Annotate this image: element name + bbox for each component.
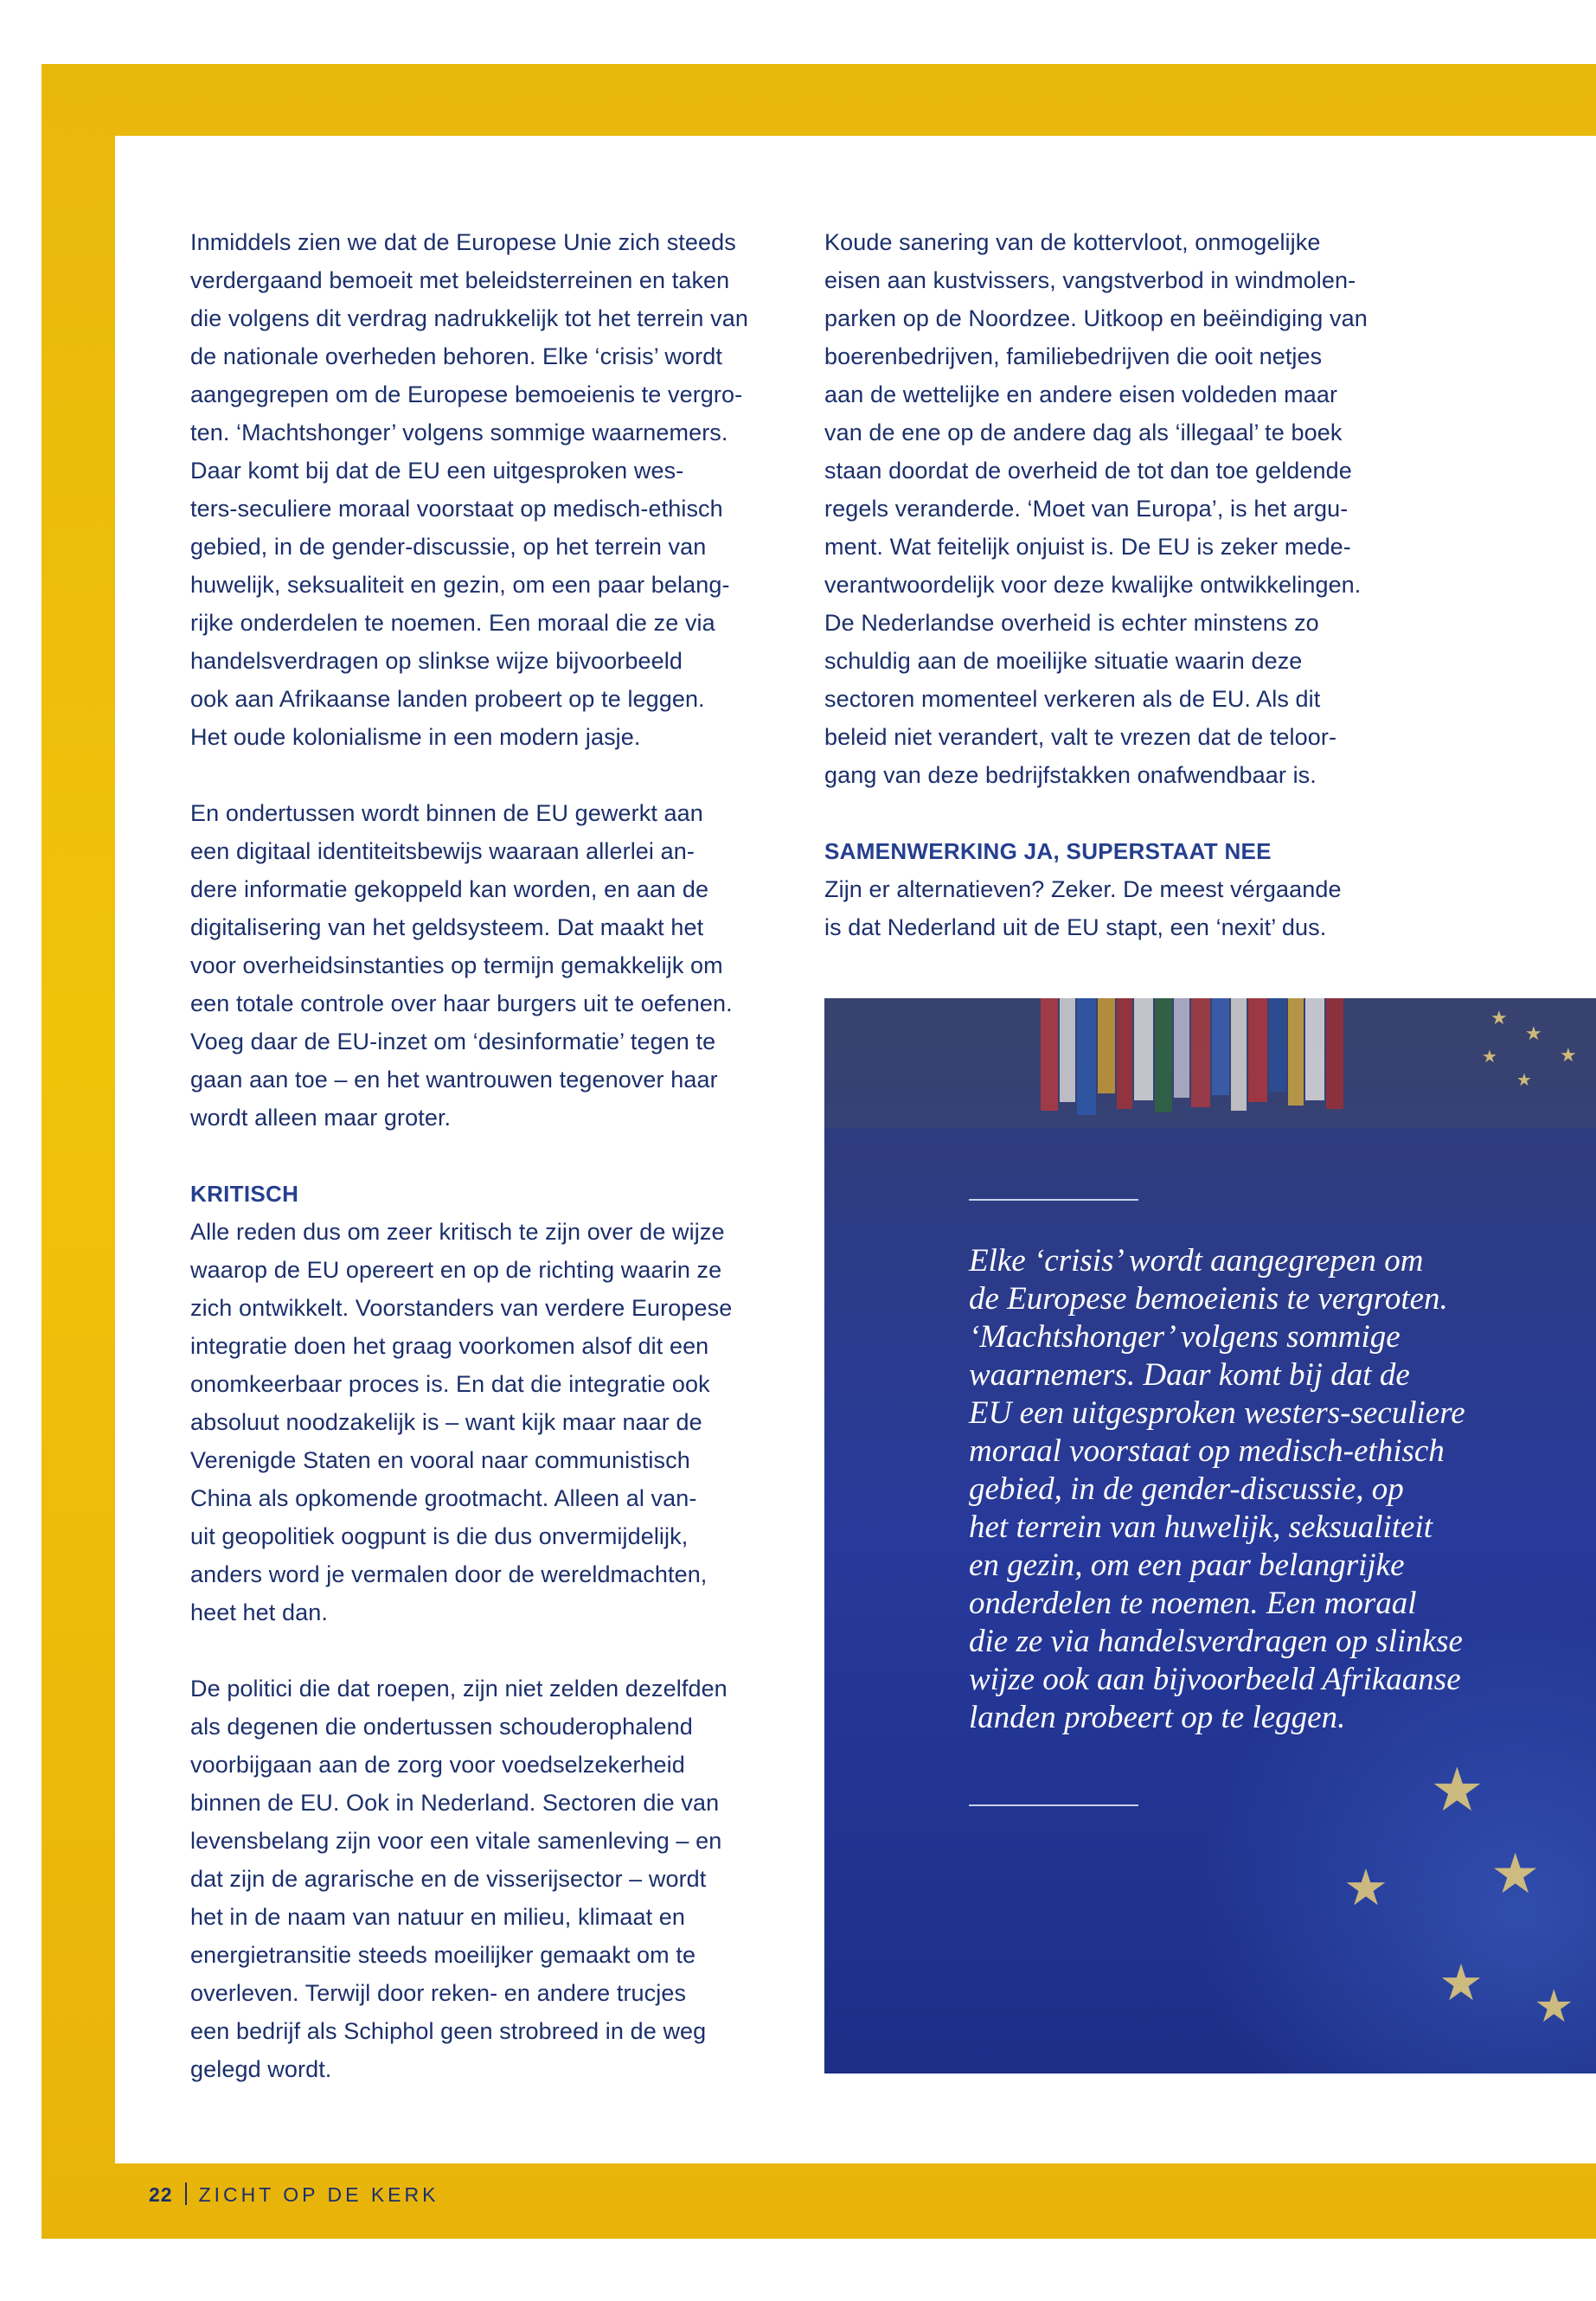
eu-star-icon: ★ [1525,1022,1542,1044]
paragraph-sanering: Koude sanering van de kottervloot, onmogelijke eisen aan kustvissers, vangstverbod in windmolen- parken op de Noordzee. Uitkoop en beëindiging van boerenbedrijven, familiebedrijven die ooit netjes aan de wettelijke en andere eisen voldeden maar van de ene op de andere dag als ‘illegaal’ te boek staan doordat de overheid de tot dan toe geldende regels veranderde. ‘Moet van Europa’, is het argu- ment. Wat feitelijk onjuist is. De EU is zeker mede- verantwoordelijk voor deze kwalijke ontwikkelingen. De Nederlandse overheid is echter minstens zo schuldig aan de moeilijke situatie waarin deze sectoren momenteel verkeren als de EU. Als dit beleid niet verandert, valt te vrezen dat de teloor- gang van deze bedrijfstakken onafwendbaar is. [824,229,1368,788]
page-number: 22 [149,2183,173,2206]
heading-samenwerking: SAMENWERKING JA, SUPERSTAAT NEE [824,838,1272,864]
eu-star-icon: ★ [1430,1756,1484,1823]
quote-bottom-rule [969,1804,1138,1806]
page-footer [149,2182,439,2207]
eu-star-icon: ★ [1490,1843,1541,1905]
paragraph-kritisch: Alle reden dus om zeer kritisch te zijn over de wijze waarop de EU opereert en op de richting waarin ze zich ontwikkelt. Voorstanders van verdere Europese integratie doen het graag voorkomen alsof dit een onomkeerbaar proces is. En dat die integratie ook absoluut noodzakelijk is – want kijk maar naar de Verenigde Staten en vooral naar communistisch China als opkomende grootmacht. Alleen al van- uit geopolitiek oogpunt is die dus onvermijdelijk, anders word je vermalen door de wereldmachten, heet het dan. [190,1219,733,1625]
magazine-name: ZICHT OP DE KERK [198,2183,439,2206]
quote-top-rule [969,1199,1138,1201]
pull-quote-box [824,998,1596,2073]
paragraph-intro: Inmiddels zien we dat de Europese Unie zich steeds verdergaand bemoeit met beleidsterreinen en taken die volgens dit verdrag nadrukkelijk tot het terrein van de nationale overheden behoren. Elke ‘crisis’ wordt aangegrepen om de Europese bemoeienis te vergro- ten. ‘Machtshonger’ volgens sommige waarnemers. Daar komt bij dat de EU een uitgesproken wes- ters-seculiere moraal voorstaat op medisch-ethisch gebied, in de gender-discussie, op het terrein van huwelijk, seksualiteit en gezin, om een paar belang- rijke onderdelen te noemen. Een moraal die ze via handelsverdragen op slinkse wijze bijvoorbeeld ook aan Afrikaanse landen probeert op te leggen. Het oude kolonialisme in een modern jasje. [190,229,748,750]
paragraph-politici: De politici die dat roepen, zijn niet zelden dezelfden als degenen die ondertussen schouderophalend voorbijgaan aan de zorg voor voedselzekerheid binnen de EU. Ook in Nederland. Sectoren die van levensbelang zijn voor een vitale samenleving – en dat zijn de agrarische en de visserijsector – wordt het in de naam van natuur en milieu, klimaat en energietransitie steeds moeilijker gemaakt om te overleven. Terwijl door reken- en andere trucjes een bedrijf als Schiphol geen strobreed in de weg gelegd wordt. [190,1676,727,2082]
right-column [824,223,1447,946]
pull-quote-text: Elke ‘crisis’ wordt aangegrepen om de Europese bemoeienis te vergroten. ‘Machtshonger’ volgens sommige waarnemers. Daar komt bij dat de EU een uitgesproken westers-seculiere moraal voorstaat op medisch-ethisch gebied, in de gender-discussie, op het terrein van huwelijk, seksualiteit en gezin, om een paar belangrijke onderdelen te noemen. Een moraal die ze via handelsverdragen op slinkse wijze ook aan bijvoorbeeld Afrikaanse landen probeert op te leggen. [969,1243,1465,1735]
eu-star-icon: ★ [1534,1982,1574,2032]
eu-star-icon: ★ [1343,1860,1388,1916]
left-column [190,223,787,2088]
paragraph-alternatieven: Zijn er alternatieven? Zeker. De meest vérgaande is dat Nederland uit de EU stapt, een ‘nexit’ dus. [824,876,1342,940]
paragraph-digital-id: En ondertussen wordt binnen de EU gewerkt aan een digitaal identiteitsbewijs waaraan allerlei an- dere informatie gekoppeld kan worden, en aan de digitalisering van het geldsysteem. Dat maakt het voor overheidsinstanties op termijn gemakkelijk om een totale controle over haar burgers uit te oefenen. Voeg daar de EU-inzet om ‘desinformatie’ tegen te gaan aan toe – en het wantrouwen tegenover haar wordt alleen maar groter. [190,800,733,1131]
eu-star-icon: ★ [1482,1048,1497,1067]
eu-star-icon: ★ [1490,1007,1508,1029]
parliament-flags-image [824,998,1596,1145]
footer-divider [185,2182,187,2205]
heading-kritisch: KRITISCH [190,1181,299,1207]
eu-star-icon: ★ [1516,1071,1532,1090]
eu-star-icon: ★ [1439,1955,1484,2011]
eu-star-icon: ★ [1560,1044,1577,1066]
